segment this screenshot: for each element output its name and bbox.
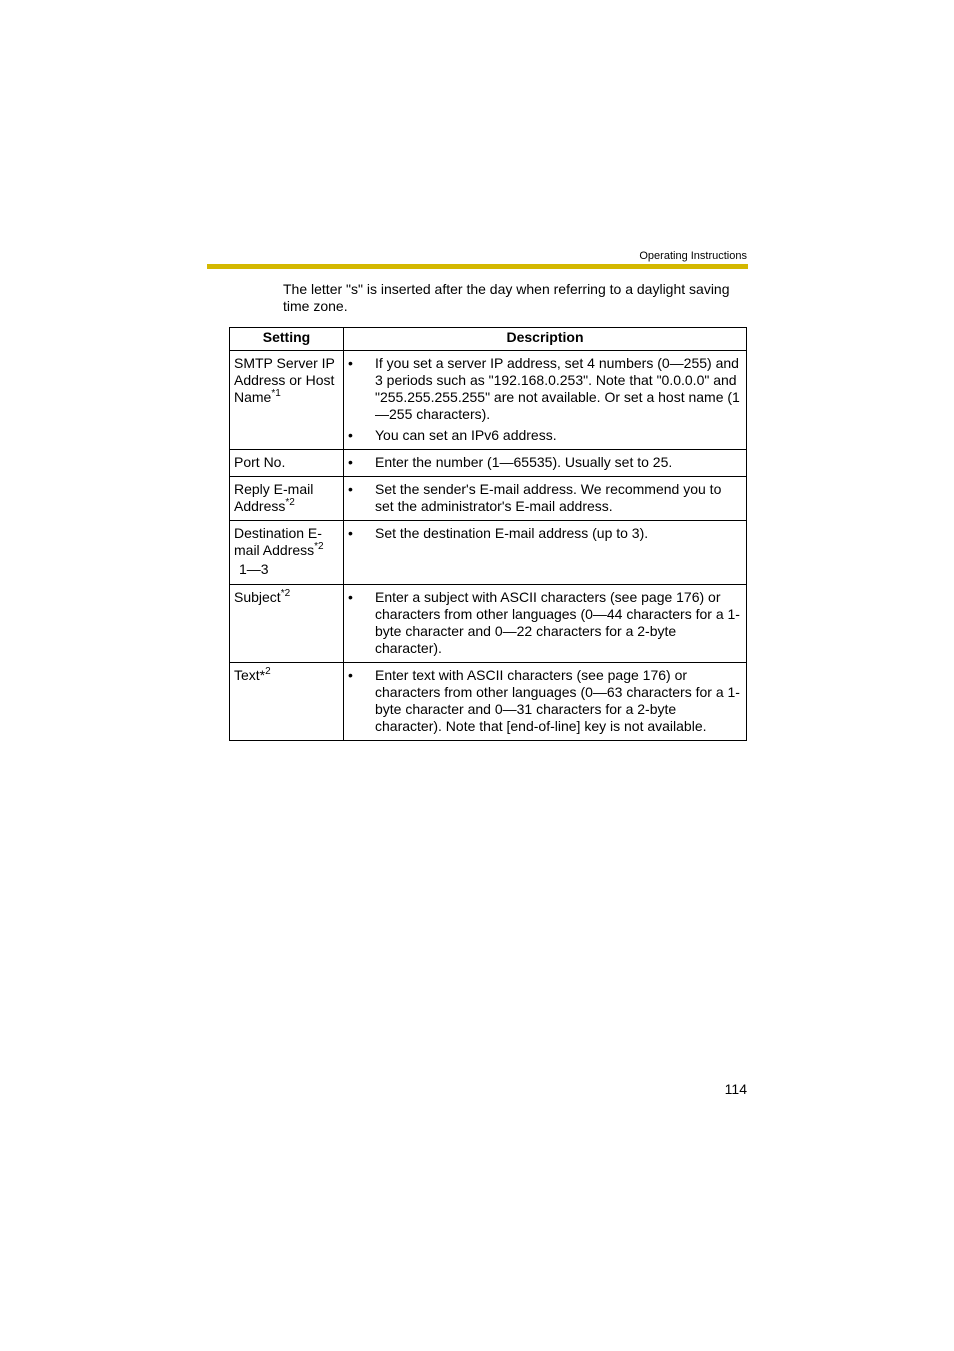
setting-cell — [230, 351, 344, 450]
description-cell — [344, 477, 747, 521]
setting-cell — [230, 521, 344, 585]
description-cell — [344, 663, 747, 741]
setting-name: Port No. — [234, 454, 286, 470]
column-header-setting: Setting — [230, 328, 344, 351]
setting-cell — [230, 477, 344, 521]
description-bullet: • Enter a subject with ASCII characters (see page 176) or characters from other languages (0—44 characters for a 1-byte character and 0—22 characters for a 2-byte character). — [348, 589, 742, 657]
description-bullet: • Set the sender's E-mail address. We recommend you to set the administrator's E-mail address. — [348, 481, 742, 515]
description-bullet: • You can set an IPv6 address. — [348, 427, 742, 444]
table-row — [230, 585, 747, 663]
footnote-marker: *2 — [314, 541, 324, 552]
setting-name: Reply E-mail Address — [234, 481, 314, 514]
column-header-description: Description — [344, 328, 747, 351]
address-range: 1—3 — [239, 561, 269, 577]
footnote-marker: *2 — [285, 497, 295, 508]
table-row — [230, 450, 747, 477]
footnote-marker: 2 — [265, 666, 271, 677]
footnote-marker: *1 — [271, 388, 281, 399]
setting-name: Destination E-mail Address — [234, 525, 322, 558]
description-bullet: • Set the destination E-mail address (up to 3). — [348, 525, 742, 542]
setting-cell — [230, 585, 344, 663]
description-cell — [344, 450, 747, 477]
setting-name: SMTP Server IP Address or Host Name — [234, 355, 335, 405]
description-cell — [344, 521, 747, 585]
description-bullet: • Enter text with ASCII characters (see page 176) or characters from other languages (0—63 characters for a 1-byte character and 0—31 characters for a 2-byte character). Note that [end-of-line] key is not available. — [348, 667, 742, 735]
table-row — [230, 663, 747, 741]
table-row — [230, 351, 747, 450]
description-bullet: • Enter the number (1—65535). Usually set to 25. — [348, 454, 742, 471]
description-cell — [344, 585, 747, 663]
running-header: Operating Instructions — [639, 250, 747, 262]
settings-table — [229, 327, 747, 741]
header-rule — [207, 264, 748, 269]
intro-paragraph: The letter "s" is inserted after the day when referring to a daylight saving time zone. — [283, 281, 730, 314]
setting-name: Text* — [234, 667, 266, 683]
table-row — [230, 521, 747, 585]
setting-name: Subject — [234, 589, 281, 605]
setting-cell — [230, 450, 344, 477]
description-cell — [344, 351, 747, 450]
table-header-row — [230, 328, 747, 351]
footnote-marker: *2 — [280, 588, 291, 599]
description-bullet: • If you set a server IP address, set 4 numbers (0—255) and 3 periods such as "192.168.0.253". Note that "0.0.0.0" and "255.255.255.255" are not available. Or set a host name (1—255 characters). — [348, 355, 742, 423]
table-row — [230, 477, 747, 521]
page-number: 114 — [724, 1081, 747, 1097]
setting-cell — [230, 663, 344, 741]
